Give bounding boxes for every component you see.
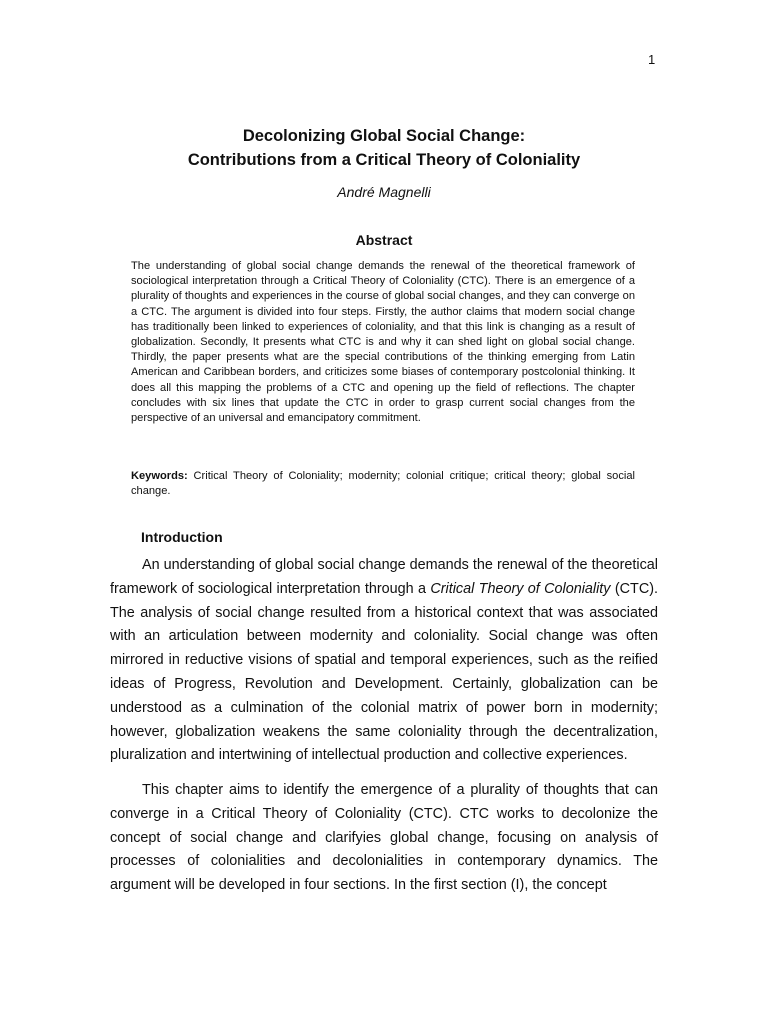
introduction-paragraph-2: This chapter aims to identify the emergence of a plurality of thoughts that can converge in a Critical Theory of Coloniality (CTC). CTC works to decolonize the concept of social change and clarifyies global change, focusing on analysis of processes of colonialities and decolonialities in contemporary dynamics. The argument will be developed in four sections. In the first section (I), the concept bbox=[110, 782, 658, 894]
author-name: André Magnelli bbox=[337, 184, 431, 200]
title-line-1: Decolonizing Global Social Change: bbox=[242, 127, 526, 145]
introduction-paragraph-1 bbox=[110, 554, 658, 768]
page-number: 1 bbox=[648, 52, 656, 67]
keywords bbox=[131, 469, 635, 499]
paper-title bbox=[0, 124, 768, 172]
introduction-heading: Introduction bbox=[141, 529, 223, 545]
keywords-list: Critical Theory of Coloniality; modernity; colonial critique; critical theory; global social change. bbox=[131, 470, 635, 498]
abstract-heading: Abstract bbox=[355, 232, 413, 248]
keywords-label: Keywords: bbox=[131, 470, 188, 482]
p1-text-start: An understanding of global social change demands the renewal of the theoretical framework of sociological interpretation through a bbox=[110, 557, 658, 597]
p1-text-end: (CTC). The analysis of social change resulted from a historical context that was associated with an articulation between modernity and coloniality. Social change was often mirrored in reductive visions of spatial and temporal experiences, such as the reified ideas of Progress, Revolution and Development. Certainly, globalization can be understood as a culmination of the colonial matrix of power born in modernity; however, globalization weakens the same coloniality through the decentralization, pluralization and intertwining of intellectual production and collective experiences. bbox=[110, 580, 659, 764]
p1-emphasis: Critical Theory of Coloniality bbox=[430, 580, 611, 597]
abstract-text: The understanding of global social change demands the renewal of the theoretical framework of sociological interpretation through a Critical Theory of Coloniality (CTC). There is an emergence of a plurality of thoughts and experiences in the course of global social changes, and they can converge on a CTC. The argument is divided into four steps. Firstly, the author claims that modern social change has traditionally been linked to experiences of coloniality, and that this link is changing as a result of globalization. Secondly, It presents what CTC is and why it can shed light on global social change. Thirdly, the paper presents what are the special contributions of the thinking emerging from Latin American and Caribbean borders, and criticizes some biases of contemporary postcolonial thinking. It does all this mapping the problems of a CTC and opening up the field of reflections. The chapter concludes with six lines that update the CTC in order to grasp current social changes from the perspective of an universal and emancipatory commitment. bbox=[131, 260, 635, 425]
title-line-2: Contributions from a Critical Theory of Coloniality bbox=[187, 151, 581, 169]
